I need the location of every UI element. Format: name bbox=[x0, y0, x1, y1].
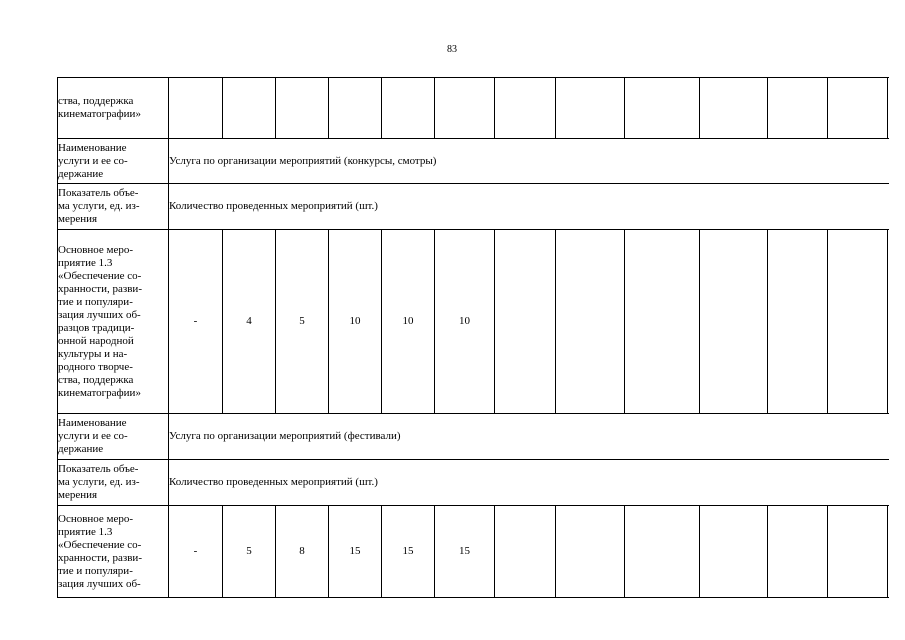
row-label-line: услуги и ее со- bbox=[58, 430, 128, 442]
value-cell bbox=[556, 78, 625, 139]
row-label-line: ства, поддержка bbox=[58, 95, 134, 107]
row-label-line: хранности, разви- bbox=[58, 551, 142, 564]
page-number: 83 bbox=[447, 44, 457, 55]
row-label bbox=[58, 184, 169, 230]
row-label-line: приятие 1.3 bbox=[58, 256, 113, 269]
value-cell bbox=[556, 230, 625, 414]
row-label-line: Основное меро- bbox=[58, 512, 134, 525]
row-label-line: услуги и ее со- bbox=[58, 154, 128, 167]
row-label-line: ма услуги, ед. из- bbox=[58, 476, 140, 488]
row-label bbox=[58, 139, 169, 184]
value-cell bbox=[495, 78, 556, 139]
value-cell bbox=[556, 506, 625, 598]
row-label-line: тие и популяри- bbox=[58, 564, 133, 577]
row-label-line: Наименование bbox=[58, 141, 127, 154]
value-cell: 10 bbox=[435, 230, 495, 414]
value-cell bbox=[329, 78, 382, 139]
service-description: Услуга по организации мероприятий (фестивали) bbox=[169, 414, 889, 460]
row-label-line: культуры и на- bbox=[58, 347, 128, 360]
row-label-line: Показатель объе- bbox=[58, 463, 139, 475]
value-cell: 5 bbox=[276, 230, 329, 414]
table-row bbox=[58, 414, 889, 460]
value-cell: 8 bbox=[276, 506, 329, 598]
value-cell bbox=[625, 78, 700, 139]
service-description: Услуга по организации мероприятий (конкурсы, смотры) bbox=[169, 139, 889, 184]
row-label-line: зация лучших об- bbox=[58, 577, 141, 590]
value-cell bbox=[700, 506, 768, 598]
row-label-line: Показатель объе- bbox=[58, 187, 139, 199]
table-row bbox=[58, 184, 889, 230]
value-cell: - bbox=[169, 230, 223, 414]
table-row bbox=[58, 139, 889, 184]
value-cell: 15 bbox=[435, 506, 495, 598]
row-label-line: держание bbox=[58, 167, 104, 180]
row-label-line: онной народной bbox=[58, 334, 134, 347]
value-cell: 10 bbox=[382, 230, 435, 414]
value-cell: 5 bbox=[223, 506, 276, 598]
row-label-line: кинематографии» bbox=[58, 386, 141, 399]
value-cell bbox=[768, 506, 828, 598]
row-label-line: тие и популяри- bbox=[58, 295, 133, 308]
row-label-line: держание bbox=[58, 443, 104, 455]
row-label-line: ства, поддержка bbox=[58, 373, 134, 386]
row-label-line: хранности, разви- bbox=[58, 282, 142, 295]
table-row bbox=[58, 78, 889, 139]
row-label-line: зация лучших об- bbox=[58, 308, 141, 321]
value-cell bbox=[169, 78, 223, 139]
value-cell: - bbox=[169, 506, 223, 598]
row-label-line: «Обеспечение со- bbox=[58, 269, 142, 282]
row-label-line: Основное меро- bbox=[58, 243, 134, 256]
value-cell bbox=[700, 230, 768, 414]
value-cell bbox=[625, 230, 700, 414]
row-label bbox=[58, 460, 169, 506]
service-description: Количество проведенных мероприятий (шт.) bbox=[169, 460, 889, 506]
value-cell bbox=[888, 506, 889, 598]
value-cell bbox=[382, 78, 435, 139]
row-label bbox=[58, 506, 169, 598]
row-label-line: мерения bbox=[58, 489, 98, 501]
value-cell bbox=[768, 78, 828, 139]
value-cell bbox=[276, 78, 329, 139]
value-cell: 15 bbox=[329, 506, 382, 598]
value-cell bbox=[700, 78, 768, 139]
value-cell: 10 bbox=[329, 230, 382, 414]
row-label-line: «Обеспечение со- bbox=[58, 538, 142, 551]
table-row bbox=[58, 506, 889, 598]
row-label-line: родного творче- bbox=[58, 360, 133, 373]
row-label bbox=[58, 414, 169, 460]
row-label bbox=[58, 230, 169, 414]
value-cell bbox=[828, 506, 888, 598]
row-label-line: кинематографии» bbox=[58, 108, 141, 120]
row-label-line: Наименование bbox=[58, 417, 127, 429]
service-description: Количество проведенных мероприятий (шт.) bbox=[169, 184, 889, 230]
value-cell: 15 bbox=[382, 506, 435, 598]
value-cell bbox=[888, 230, 889, 414]
value-cell bbox=[495, 230, 556, 414]
value-cell bbox=[888, 78, 889, 139]
value-cell bbox=[828, 230, 888, 414]
services-table bbox=[57, 77, 889, 598]
row-label-line: ма услуги, ед. из- bbox=[58, 200, 140, 212]
value-cell bbox=[625, 506, 700, 598]
value-cell bbox=[828, 78, 888, 139]
row-label-line: разцов традици- bbox=[58, 321, 135, 334]
row-label bbox=[58, 78, 169, 139]
table-body bbox=[58, 78, 889, 598]
value-cell bbox=[223, 78, 276, 139]
value-cell: 4 bbox=[223, 230, 276, 414]
row-label-line: мерения bbox=[58, 213, 98, 225]
table-row bbox=[58, 230, 889, 414]
value-cell bbox=[435, 78, 495, 139]
value-cell bbox=[495, 506, 556, 598]
row-label-line: приятие 1.3 bbox=[58, 525, 113, 538]
table-row bbox=[58, 460, 889, 506]
value-cell bbox=[768, 230, 828, 414]
